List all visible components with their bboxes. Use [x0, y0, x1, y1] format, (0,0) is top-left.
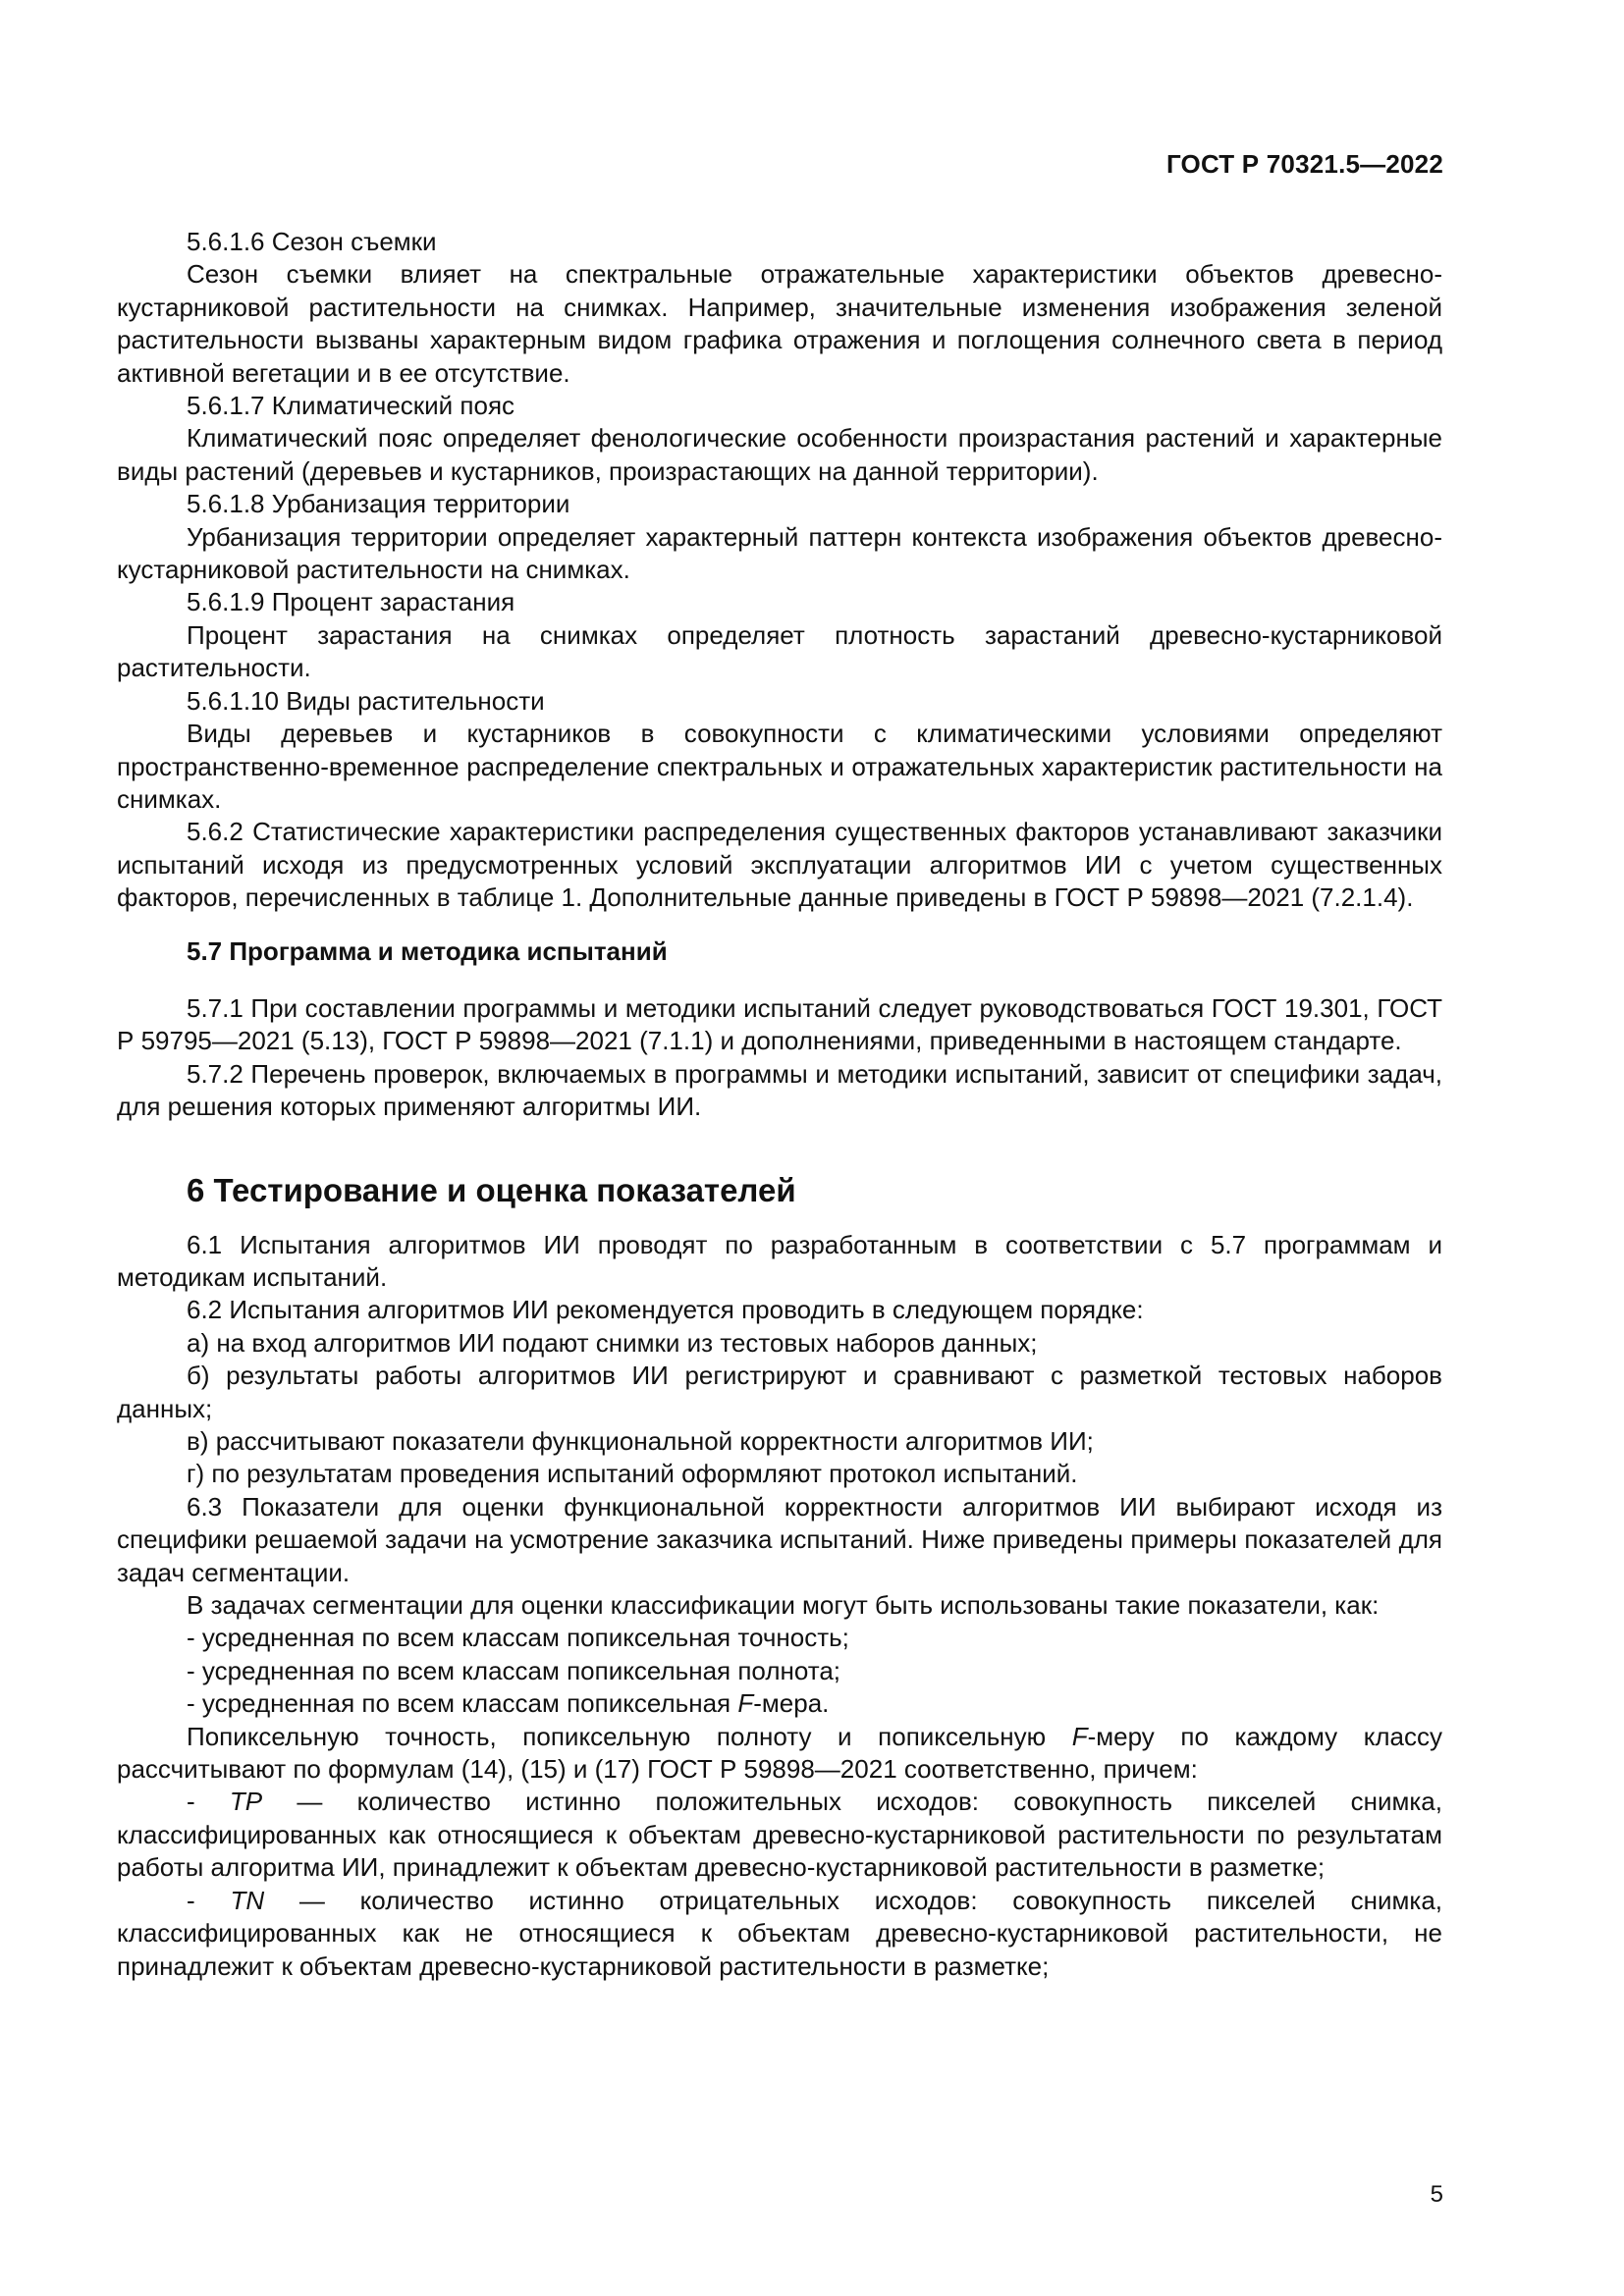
metric-item-fmeasure: [117, 1687, 1442, 1720]
clause-5-6-1-9-text: Процент зарастания на снимках определяет плотность зарастаний древесно-кустарниковой растительности.: [117, 619, 1442, 683]
fmeasure-prefix: - усредненная по всем классам попиксельная: [187, 1688, 738, 1719]
tp-definition: [117, 1786, 1442, 1884]
page-number: 5: [1430, 2181, 1443, 2208]
tp-suffix: — количество истинно положительных исходов: совокупность пикселей снимка, классифицированных как относящиеся к объектам древесно-кустарниковой растительности по результатам работы алгоритма ИИ, принадлежит к объектам древесно-кустарниковой растительности в разметке;: [117, 1787, 1442, 1883]
tn-symbol: TN: [230, 1885, 265, 1915]
clause-6-1-text: 6.1 Испытания алгоритмов ИИ проводят по разработанным в соответствии с 5.7 программам и методикам испытаний.: [117, 1229, 1442, 1292]
clause-5-6-1-7-title: 5.6.1.7 Климатический пояс: [187, 391, 515, 421]
clause-5-6-1-9-title: 5.6.1.9 Процент зарастания: [187, 587, 515, 617]
clause-5-6-1-10-text: Виды деревьев и кустарников в совокупности с климатическими условиями определяют пространственно-временное распределение спектральных и отражательных характеристик растительности на снимках.: [117, 719, 1442, 814]
tn-prefix: -: [187, 1885, 231, 1915]
metric-item-precision: - усредненная по всем классам попиксельная точность;: [187, 1623, 849, 1653]
clause-5-7-1-text: 5.7.1 При составлении программы и методики испытаний следует руководствоваться ГОСТ 19.301, ГОСТ Р 59795—2021 (5.13), ГОСТ Р 59898—2021 (7.1.1) и дополнениями, приведенными в настоящем стандарте.: [117, 992, 1442, 1056]
clause-5-6-1-8-text: Урбанизация территории определяет характерный паттерн контекста изображения объектов древесно-кустарниковой растительности на снимках.: [117, 521, 1442, 585]
tn-suffix: — количество истинно отрицательных исходов: совокупность пикселей снимка, классифицированных как не относящиеся к объектам древесно-кустарниковой растительности, не принадлежит к объектам древесно-кустарниковой растительности в разметке;: [117, 1885, 1443, 1981]
list-item-v: в) рассчитывают показатели функциональной корректности алгоритмов ИИ;: [187, 1426, 1094, 1456]
formula-reference-text: [117, 1721, 1442, 1787]
fmeasure-suffix: -мера.: [753, 1688, 830, 1719]
section-heading: 6 Тестирование и оценка показателей: [187, 1171, 796, 1208]
list-item-g: г) по результатам проведения испытаний оформляют протокол испытаний.: [187, 1459, 1078, 1489]
clause-5-6-1-8-title: 5.6.1.8 Урбанизация территории: [187, 489, 570, 519]
clause-6-2-text: 6.2 Испытания алгоритмов ИИ рекомендуется проводить в следующем порядке:: [187, 1295, 1144, 1325]
page-body: [117, 226, 1442, 1983]
tp-prefix: -: [187, 1787, 230, 1817]
clause-5-6-1-10-title: 5.6.1.10 Виды растительности: [187, 685, 545, 716]
clause-6-3-text: 6.3 Показатели для оценки функциональной корректности алгоритмов ИИ выбирают исходя из специфики решаемой задачи на усмотрение заказчика испытаний. Ниже приведены примеры показателей для задач сегментации.: [117, 1491, 1442, 1587]
clause-5-6-1-6-title: 5.6.1.6 Сезон съемки: [187, 227, 437, 256]
clause-5-6-1-7-text: Климатический пояс определяет фенологические особенности произрастания растений и характерные виды растений (деревьев и кустарников, произрастающих на данной территории).: [117, 423, 1442, 486]
clause-5-7-2-text: 5.7.2 Перечень проверок, включаемых в программы и методики испытаний, зависит от специфики задач, для решения которых применяют алгоритмы ИИ.: [117, 1058, 1442, 1122]
subsection-heading: 5.7 Программа и методика испытаний: [187, 935, 668, 966]
segmentation-metrics-intro: В задачах сегментации для оценки классификации могут быть использованы такие показатели, как:: [187, 1590, 1380, 1621]
tp-symbol: TP: [229, 1787, 263, 1817]
metric-item-recall: - усредненная по всем классам попиксельная полнота;: [187, 1655, 841, 1685]
clause-5-6-1-6-text: Сезон съемки влияет на спектральные отражательные характеристики объектов древесно-кустарниковой растительности на снимках. Например, значительные изменения изображения зеленой растительности вызваны характерным видом графика отражения и поглощения солнечного света в период активной вегетации и в ее отсутствие.: [117, 259, 1442, 388]
formula-symbol: F: [1071, 1721, 1088, 1751]
formula-suffix: -меру по каждому классу рассчитывают по формулам (14), (15) и (17) ГОСТ Р 59898—2021 соответственно, причем:: [117, 1721, 1443, 1785]
clause-5-6-2-text: 5.6.2 Статистические характеристики распределения существенных факторов устанавливают заказчики испытаний исходя из предусмотренных условий эксплуатации алгоритмов ИИ с учетом существенных факторов, перечисленных в таблице 1. Дополнительные данные приведены в ГОСТ Р 59898—2021 (7.2.1.4).: [117, 817, 1442, 913]
formula-prefix: Попиксельную точность, попиксельную полноту и попиксельную: [187, 1721, 1072, 1751]
tn-definition: [117, 1885, 1442, 1983]
fmeasure-symbol: F: [737, 1688, 754, 1719]
list-item-a: а) на вход алгоритмов ИИ подают снимки из тестовых наборов данных;: [187, 1327, 1038, 1358]
list-item-b: б) результаты работы алгоритмов ИИ регистрируют и сравнивают с разметкой тестовых наборов данных;: [117, 1361, 1442, 1423]
document-code: ГОСТ Р 70321.5—2022: [1165, 149, 1443, 179]
